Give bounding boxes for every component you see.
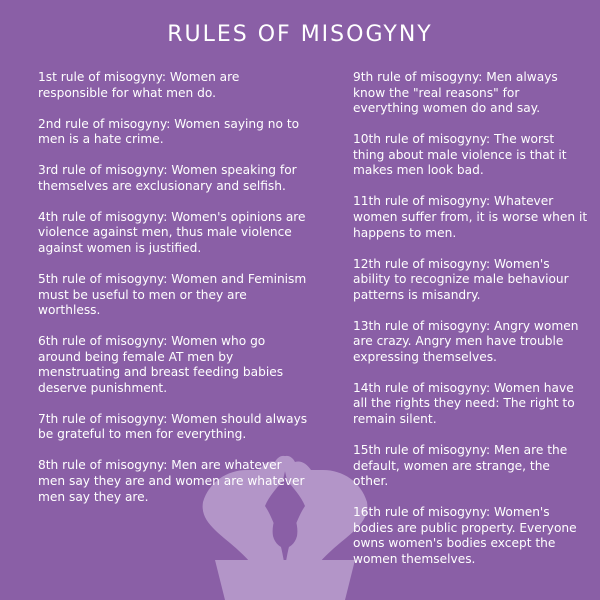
rules-column-right (353, 70, 588, 583)
rules-column-left (38, 70, 310, 521)
rule-12: 12th rule of misogyny: Women's ability to recognize male behaviour patterns is misandry. (353, 256, 569, 302)
rule-9: 9th rule of misogyny: Men always know the "real reasons" for everything women do and say. (353, 70, 558, 116)
rule-13: 13th rule of misogyny: Angry women are crazy. Angry men have trouble expressing themselves. (353, 318, 579, 364)
poster-title: RULES OF MISOGYNY (167, 22, 433, 47)
rule-8: 8th rule of misogyny: Men are whatever men say they are and women are whatever men say they are. (38, 458, 305, 504)
rule-1: 1st rule of misogyny: Women are responsible for what men do. (38, 70, 240, 100)
rule-5: 5th rule of misogyny: Women and Feminism must be useful to men or they are worthless. (38, 271, 307, 318)
rule-16: 16th rule of misogyny: Women's bodies are public property. Everyone owns women's bodies except the women themselves. (353, 505, 577, 566)
rule-11: 11th rule of misogyny: Whatever women suffer from, it is worse when it happens to men. (353, 194, 588, 240)
rule-15: 15th rule of misogyny: Men are the default, women are strange, the other. (353, 443, 568, 489)
rule-4: 4th rule of misogyny: Women's opinions are violence against men, thus male violence against women is justified. (38, 209, 306, 255)
rule-3: 3rd rule of misogyny: Women speaking for themselves are exclusionary and selfish. (38, 163, 297, 193)
rule-7: 7th rule of misogyny: Women should always be grateful to men for everything. (38, 411, 308, 442)
rule-14: 14th rule of misogyny: Women have all the rights they need: The right to remain silent. (353, 380, 575, 427)
rule-10: 10th rule of misogyny: The worst thing about male violence is that it makes men look bad. (353, 132, 567, 178)
rule-2: 2nd rule of misogyny: Women saying no to men is a hate crime. (38, 116, 300, 147)
rule-6: 6th rule of misogyny: Women who go around being female AT men by menstruating and breast feeding babies deserve punishment. (38, 334, 284, 395)
